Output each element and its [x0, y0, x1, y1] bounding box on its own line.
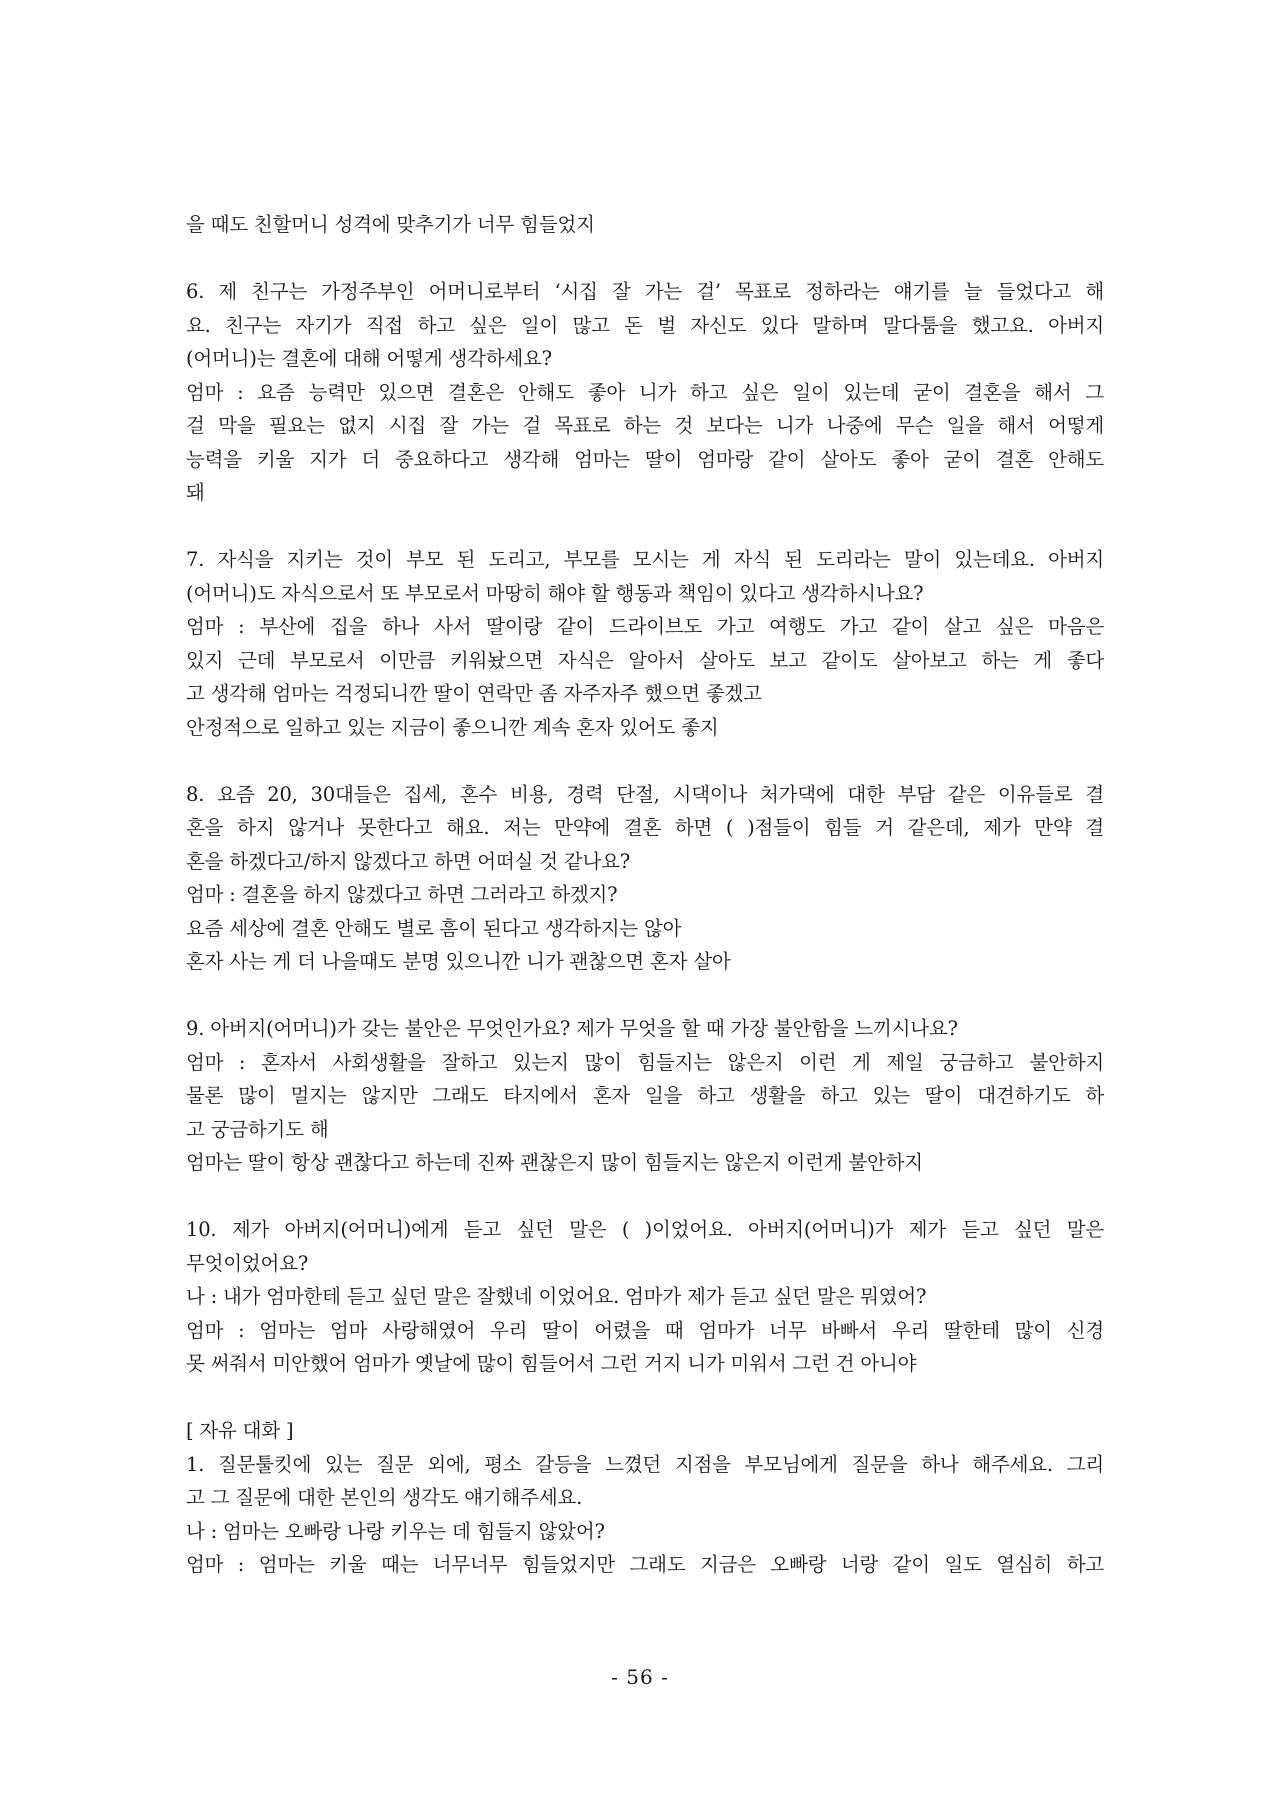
q7-line: 7. 자식을 지키는 것이 부모 된 도리고, 부모를 모시는 게 자식 된 도리라는 말이 있는데요. 아버지	[186, 548, 1104, 571]
q7-answer-line: 엄마 : 부산에 집을 하나 사서 딸이랑 같이 드라이브도 가고 여행도 가고 같이 살고 싶은 마음은	[186, 615, 1104, 638]
question-7-block	[186, 543, 1104, 744]
question-9-block	[186, 1012, 1104, 1180]
page-number: - 56 -	[611, 1665, 669, 1689]
q8-line: 혼을 하지 않거나 못한다고 해요. 저는 만약에 결혼 하면 ( )점들이 힘들 거 같은데, 제가 만약 결	[186, 816, 1104, 839]
q10-line: 10. 제가 아버지(어머니)에게 듣고 싶던 말은 ( )이었어요. 아버지(어머니)가 제가 듣고 싶던 말은	[186, 1218, 1104, 1241]
q10-line: 무엇이었어요?	[186, 1251, 309, 1275]
q9-line: 9. 아버지(어머니)가 갖는 불안은 무엇인가요? 제가 무엇을 할 때 가장 불안함을 느끼시나요?	[186, 1017, 958, 1040]
free-question-line: 고 그 질문에 대한 본인의 생각도 얘기해주세요.	[186, 1486, 583, 1509]
q10-answer-line: 못 써줘서 미안했어 엄마가 옛날에 많이 힘들어서 그런 거지 니가 미워서 그런 건 아니야	[186, 1352, 917, 1375]
q8-line: 8. 요즘 20, 30대들은 집세, 혼수 비용, 경력 단절, 시댁이나 처가댁에 대한 부담 같은 이유들로 결	[186, 782, 1104, 806]
q6-answer-line: 걸 막을 필요는 없지 시집 잘 가는 걸 목표로 하는 것 보다는 니가 나중에 무슨 일을 해서 어떻게	[186, 414, 1104, 437]
q7-line: (어머니)도 자식으로서 또 부모로서 마땅히 해야 할 행동과 책임이 있다고 생각하시나요?	[186, 581, 924, 605]
paragraph-gap	[186, 1381, 1104, 1415]
intro-line: 을 때도 친할머니 성격에 맞추기가 너무 힘들었지	[186, 213, 595, 236]
paragraph-gap	[186, 510, 1104, 544]
q10-answer-line: 엄마 : 엄마는 엄마 사랑해였어 우리 딸이 어렸을 때 엄마가 너무 바빠서 우리 딸한테 많이 신경	[186, 1318, 1104, 1342]
q6-answer-line: 돼	[186, 481, 205, 504]
q10-answer-line: 나 : 내가 엄마한테 듣고 싶던 말은 잘했네 이었어요. 엄마가 제가 듣고 싶던 말은 뭐였어?	[186, 1285, 927, 1308]
paragraph-gap	[186, 744, 1104, 778]
paragraph-gap	[186, 979, 1104, 1013]
paragraph-gap	[186, 242, 1104, 276]
q9-answer-line: 물론 많이 멀지는 않지만 그래도 타지에서 혼자 일을 하고 생활을 하고 있는 딸이 대견하기도 하	[186, 1084, 1104, 1107]
q7-answer-line: 있지 근데 부모로서 이만큼 키워놨으면 자식은 알아서 살아도 보고 같이도 살아보고 하는 게 좋다	[186, 648, 1104, 672]
q7-answer-line: 고 생각해 엄마는 걱정되니깐 딸이 연락만 좀 자주자주 했으면 좋겠고	[186, 682, 762, 705]
q6-line: 6. 제 친구는 가정주부인 어머니로부터 ‘시집 잘 가는 걸’ 목표로 정하라는 얘기를 늘 들었다고 해	[186, 280, 1104, 303]
free-question-line: 1. 질문툴킷에 있는 질문 외에, 평소 갈등을 느꼈던 지점을 부모님에게 질문을 하나 해주세요. 그리	[186, 1452, 1104, 1476]
q8-line: 혼을 하겠다고/하지 않겠다고 하면 어떠실 것 같나요?	[186, 849, 630, 873]
paragraph-gap	[186, 1180, 1104, 1214]
q9-answer-line: 엄마는 딸이 항상 괜찮다고 하는데 진짜 괜찮은지 많이 힘들지는 않은지 이런게 불안하지	[186, 1151, 923, 1174]
q7-answer-line: 안정적으로 일하고 있는 지금이 좋으니깐 계속 혼자 있어도 좋지	[186, 715, 719, 739]
q8-answer-line: 엄마 : 결혼을 하지 않겠다고 하면 그러라고 하겠지?	[186, 883, 618, 906]
free-conversation-block	[186, 1414, 1104, 1582]
q6-answer-line: 능력을 키울 지가 더 중요하다고 생각해 엄마는 딸이 엄마랑 같이 살아도 좋아 굳이 결혼 안해도	[186, 447, 1104, 471]
free-answer-line: 나 : 엄마는 오빠랑 나랑 키우는 데 힘들지 않았어?	[186, 1519, 605, 1543]
question-6-block	[186, 275, 1104, 510]
section-heading: [ 자유 대화 ]	[186, 1419, 294, 1442]
free-answer-line: 엄마 : 엄마는 키울 때는 너무너무 힘들었지만 그래도 지금은 오빠랑 너랑 같이 일도 열심히 하고	[186, 1553, 1104, 1576]
q9-answer-line: 엄마 : 혼자서 사회생활을 잘하고 있는지 많이 힘들지는 않은지 이런 게 제일 궁금하고 불안하지	[186, 1050, 1104, 1074]
q8-answer-line: 혼자 사는 게 더 나을때도 분명 있으니깐 니가 괜찮으면 혼자 살아	[186, 950, 731, 973]
q9-answer-line: 고 궁금하기도 해	[186, 1117, 329, 1141]
question-10-block	[186, 1213, 1104, 1381]
q6-line: (어머니)는 결혼에 대해 어떻게 생각하세요?	[186, 347, 552, 370]
page-body	[186, 208, 1104, 1582]
q6-answer-line: 엄마 : 요즘 능력만 있으면 결혼은 안해도 좋아 니가 하고 싶은 일이 있는데 굳이 결혼을 해서 그	[186, 380, 1104, 404]
question-8-block	[186, 778, 1104, 979]
q6-line: 요. 친구는 자기가 직접 하고 싶은 일이 많고 돈 벌 자신도 있다 말하며 말다툼을 했고요. 아버지	[186, 313, 1104, 337]
q8-answer-line: 요즘 세상에 결혼 안해도 별로 흠이 된다고 생각하지는 않아	[186, 916, 682, 940]
